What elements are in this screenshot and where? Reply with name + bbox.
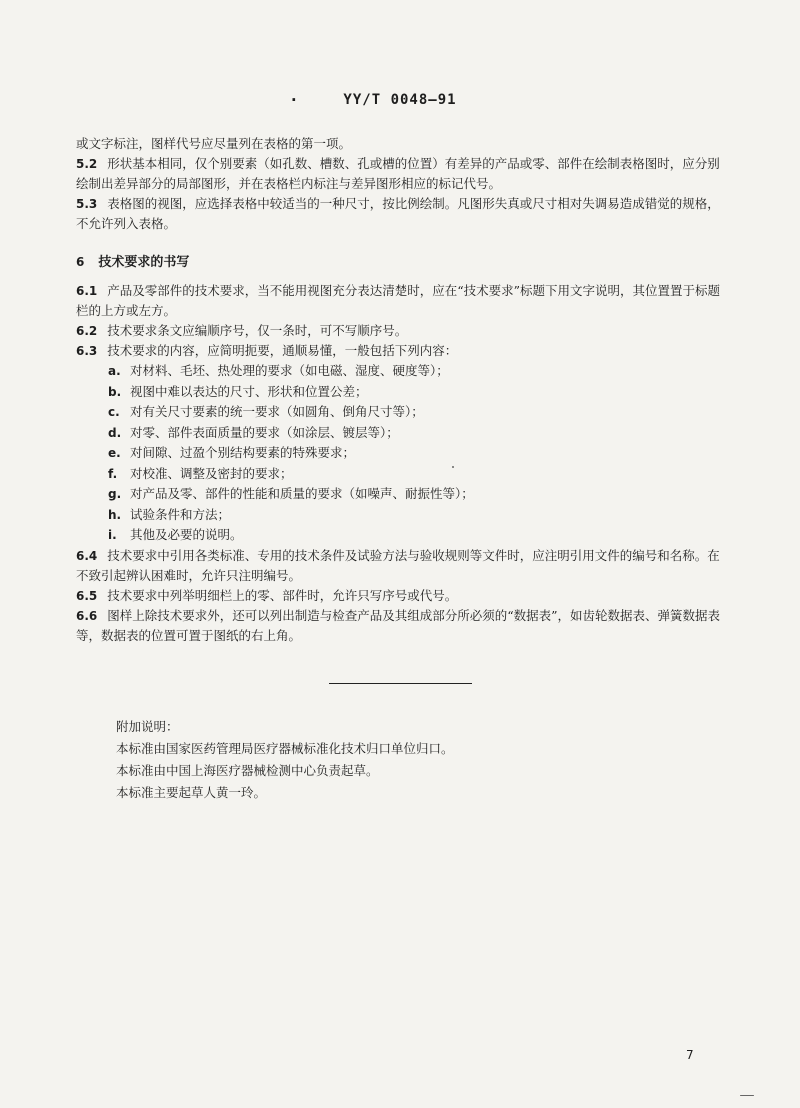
- item-marker: i.: [108, 528, 117, 542]
- note-line: 本标准由中国上海医疗器械检测中心负责起草。: [116, 763, 379, 778]
- clause-text: 产品及零部件的技术要求，当不能用视图充分表达清楚时，应在“技术要求”标题下用文字说明，其位置置于标题栏的上方或左方。: [76, 283, 721, 318]
- paragraph-text: 或文字标注，图样代号应尽量列在表格的第一项。: [76, 136, 352, 151]
- note-title: 附加说明：: [116, 719, 179, 734]
- clause-6-1: [76, 281, 726, 321]
- page-number: 7: [686, 1048, 694, 1062]
- item-text: 对产品及零、部件的性能和质量的要求（如噪声、耐振性等）；: [130, 486, 474, 501]
- section-6-heading: [76, 252, 726, 273]
- item-text: 对材料、毛坯、热处理的要求（如电磁、湿度、硬度等）；: [130, 363, 449, 378]
- clause-6-3: [76, 341, 726, 361]
- clause-number: 6.4: [76, 548, 98, 563]
- section-number: 6: [76, 255, 85, 269]
- list-item: [76, 484, 726, 505]
- list-item: [76, 382, 726, 403]
- item-text: 对零、部件表面质量的要求（如涂层、镀层等）；: [130, 424, 399, 440]
- clause-text: 技术要求中引用各类标准、专用的技术条件及试验方法与验收规则等文件时，应注明引用文件的编号和名称。在不致引起辨认困难时，允许只注明编号。: [76, 547, 720, 583]
- item-marker: g.: [108, 487, 122, 501]
- item-marker: h.: [108, 507, 122, 522]
- item-marker: f.: [108, 466, 118, 481]
- list-item: [76, 423, 726, 444]
- item-text: 对校准、调整及密封的要求；: [130, 465, 293, 481]
- clause-number: 6.6: [76, 608, 98, 623]
- note-line: 本标准由国家医药管理局医疗器械标准化技术归口单位归口。: [116, 741, 454, 756]
- clause-5-2: [76, 154, 726, 194]
- clause-number: 5.3: [76, 197, 98, 211]
- list-item: [76, 464, 726, 485]
- paragraph-continuation: [76, 134, 726, 154]
- scan-speck: [740, 1095, 754, 1096]
- body-text: [76, 134, 726, 646]
- clause-text: 技术要求条文应编顺序号，仅一条时，可不写顺序号。: [107, 323, 408, 338]
- list-item: [76, 525, 726, 546]
- item-marker: a.: [108, 364, 121, 378]
- requirements-list: [76, 361, 726, 546]
- item-text: 对间隙、过盈个别结构要素的特殊要求；: [130, 445, 356, 460]
- item-marker: c.: [108, 405, 120, 419]
- additional-notes: [116, 716, 676, 804]
- clause-5-3: [76, 194, 726, 234]
- header-dot: ·: [289, 90, 300, 109]
- standard-code: YY/T 0048—91: [343, 92, 457, 108]
- clause-6-2: [76, 321, 726, 341]
- list-item: [76, 505, 726, 526]
- clause-6-6: [76, 606, 726, 646]
- end-divider: [329, 683, 472, 684]
- scan-speck: [452, 466, 454, 468]
- clause-number: 6.2: [76, 324, 98, 338]
- list-item: [76, 361, 726, 382]
- clause-text: 表格图的视图，应选择表格中较适当的一种尺寸，按比例绘制。凡图形失真或尺寸相对失调易造成错觉的规格，不允许列入表格。: [76, 196, 720, 231]
- clause-6-4: [76, 546, 726, 586]
- item-marker: b.: [108, 384, 122, 399]
- list-item: [76, 443, 726, 464]
- clause-number: 6.1: [76, 284, 98, 298]
- item-marker: d.: [108, 425, 122, 440]
- item-text: 其他及必要的说明。: [130, 527, 243, 542]
- clause-number: 6.3: [76, 344, 98, 358]
- clause-6-5: [76, 586, 726, 606]
- page-header: [0, 92, 800, 108]
- item-marker: e.: [108, 446, 121, 460]
- clause-number: 6.5: [76, 588, 98, 603]
- clause-text: 技术要求中列举明细栏上的零、部件时，允许只写序号或代号。: [107, 587, 458, 603]
- clause-text: 图样上除技术要求外，还可以列出制造与检查产品及其组成部分所必须的“数据表”，如齿轮数据表、弹簧数据表等，数据表的位置可置于图纸的右上角。: [76, 607, 721, 643]
- item-text: 视图中难以表达的尺寸、形状和位置公差；: [130, 383, 368, 399]
- clause-text: 形状基本相同，仅个别要素（如孔数、槽数、孔或槽的位置）有差异的产品或零、部件在绘制表格图时，应分别绘制出差异部分的局部图形，并在表格栏内标注与差异图形相应的标记代号。: [76, 156, 720, 191]
- item-text: 对有关尺寸要素的统一要求（如圆角、倒角尺寸等）；: [130, 404, 424, 419]
- clause-number: 5.2: [76, 157, 98, 171]
- section-title: 技术要求的书写: [98, 255, 190, 270]
- note-line: 本标准主要起草人黄一玲。: [116, 785, 267, 800]
- clause-text: 技术要求的内容，应简明扼要，通顺易懂，一般包括下列内容：: [107, 343, 458, 358]
- item-text: 试验条件和方法；: [130, 506, 231, 522]
- list-item: [76, 402, 726, 423]
